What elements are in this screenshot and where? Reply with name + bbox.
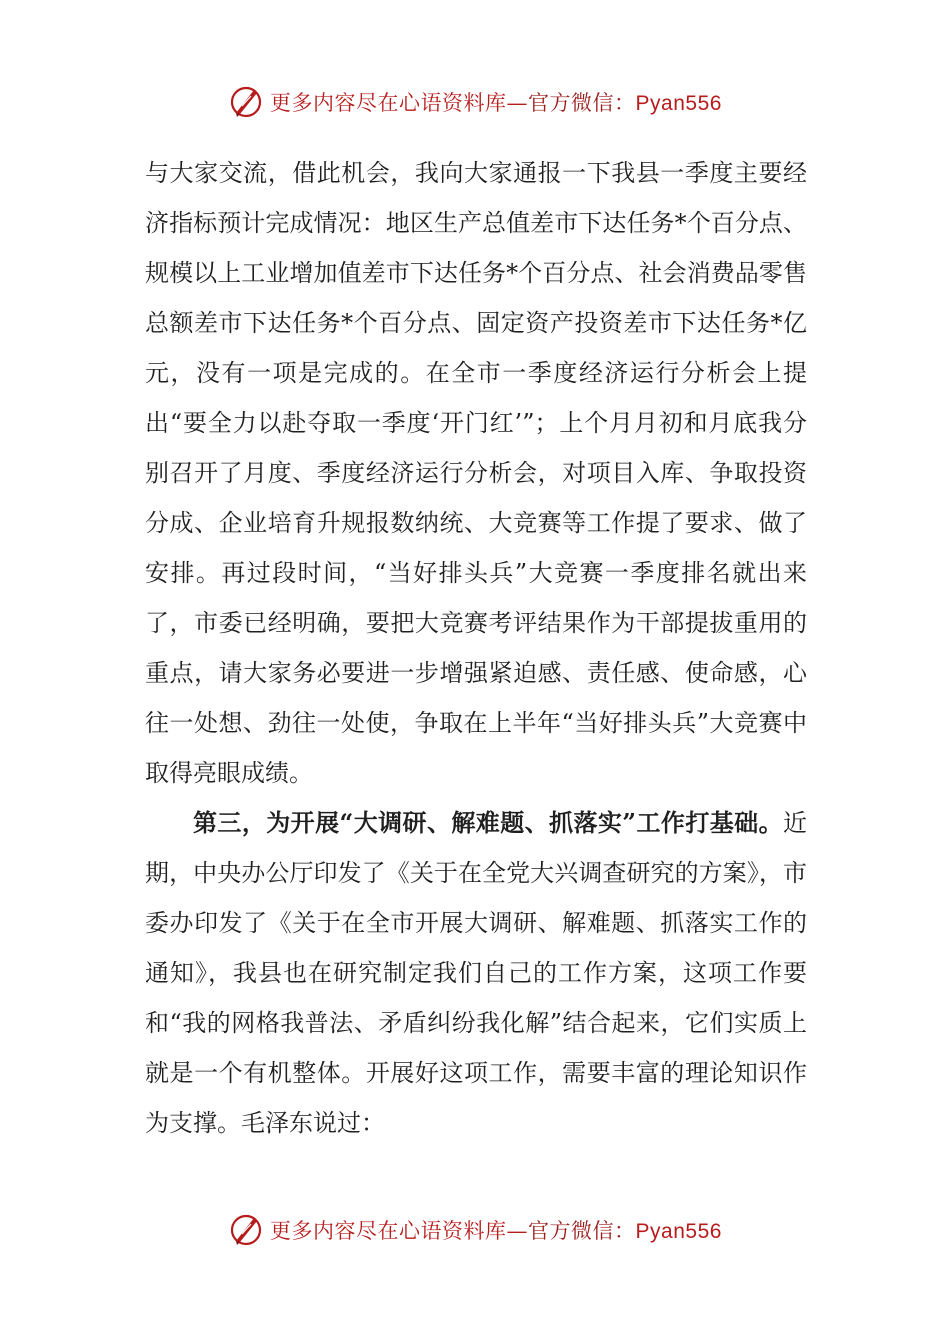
paragraph-2-heading: 第三，为开展“大调研、解难题、抓落实”工作打基础。 <box>193 808 783 837</box>
paragraph-1: 与大家交流，借此机会，我向大家通报一下我县一季度主要经济指标预计完成情况：地区生产总值差市下达任务*个百分点、规模以上工业增加值差市下达任务*个百分点、社会消费品零售总额差市下达任务*个百分点、固定资产投资差市下达任务*亿元，没有一项是完成的。在全市一季度经济运行分析会上提出“要全力以赴夺取一季度‘开门红’”；上个月月初和月底我分别召开了月度、季度经济运行分析会，对项目入库、争取投资分成、企业培育升规报数纳统、大竞赛等工作提了要求、做了安排。再过段时间，“当好排头兵”大竞赛一季度排名就出来了，市委已经明确，要把大竞赛考评结果作为干部提拔重用的重点，请大家务必要进一步增强紧迫感、责任感、使命感，心往一处想、劲往一处使，争取在上半年“当好排头兵”大竞赛中取得亮眼成绩。 <box>145 159 807 787</box>
header-banner-main: 更多内容尽在心语资料库 <box>270 91 507 115</box>
paragraph-2-text: 近期，中央办公厅印发了《关于在全党大兴调查研究的方案》，市委办印发了《关于在全市开展大调研、解难题、抓落实工作的通知》，我县也在研究制定我们自己的工作方案，这项工作要和“我的网格我普法、矛盾纠纷我化解”结合起来，它们实质上就是一个有机整体。开展好这项工作，需要丰富的理论知识作为支撑。毛泽东说过： <box>145 809 807 1137</box>
header-banner <box>0 82 950 122</box>
header-banner-id: Pyan556 <box>635 92 722 115</box>
footer-banner-text <box>270 1215 722 1245</box>
footer-banner <box>0 1210 950 1250</box>
footer-banner-id: Pyan556 <box>635 1220 722 1243</box>
paragraph-2 <box>145 798 807 1148</box>
document-body <box>145 148 807 1148</box>
header-banner-wechat: 官方微信： <box>528 91 636 115</box>
header-banner-sep: — <box>506 91 529 115</box>
footer-banner-main: 更多内容尽在心语资料库 <box>270 1219 507 1243</box>
footer-banner-sep: — <box>506 1219 529 1243</box>
header-banner-text <box>270 87 722 117</box>
quill-pen-logo-icon <box>228 1212 264 1248</box>
quill-pen-logo-icon <box>228 84 264 120</box>
footer-banner-wechat: 官方微信： <box>528 1219 636 1243</box>
